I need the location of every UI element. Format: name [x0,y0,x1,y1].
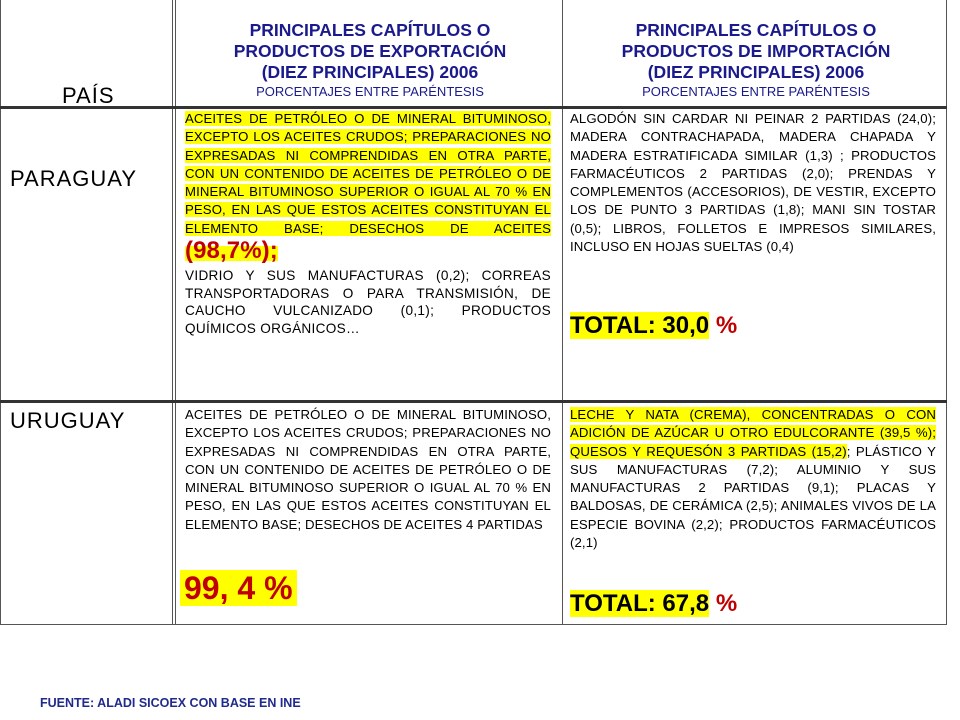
import-title-line-1: PRINCIPALES CAPÍTULOS O [635,20,877,40]
paraguay-imports-text: ALGODÓN SIN CARDAR NI PEINAR 2 PARTIDAS (24,0); MADERA CONTRACHAPADA, MADERA CHAPADA Y MADERA ESTRATIFICADA SIMILAR (1,3) ; PRODUCTOS FARMACÉUTICOS 2 PARTIDAS (2,0); PRENDAS Y COMPLEMENTOS (ACCESORIOS), DE VESTIR, EXCEPTO LOS DE PUNTO 3 PARTIDAS (1,8); MANI SIN TOSTAR (0,5); LIBROS, FOLLETOS E IMPRESOS SIMILARES, INCLUSO EN HOJAS SUELTAS (0,4) [570,111,936,255]
column-divider-1 [172,0,176,625]
paraguay-exports-percent: (98,7%); [185,237,278,265]
uruguay-imports-total-percent: % [715,590,738,617]
import-column-header [568,20,944,99]
source-note: FUENTE: ALADI SICOEX CON BASE EN INE [40,696,301,710]
country-column-header: PAÍS [62,83,115,108]
country-paraguay: PARAGUAY [10,166,137,191]
export-column-header [180,20,560,99]
uruguay-imports-rest: ; PLÁSTICO Y SUS MANUFACTURAS (7,2); ALUMINIO Y SUS MANUFACTURAS 2 PARTIDAS (9,1); PLACAS Y BALDOSAS, DE CERÁMICA (2,5); ANIMALES VIVOS DE LA ESPECIE BOVINA (2,2); PRODUCTOS FARMACÉUTICOS (2,1) [570,443,936,551]
uruguay-exports-text: ACEITES DE PETRÓLEO O DE MINERAL BITUMINOSO, EXCEPTO LOS ACEITES CRUDOS; PREPARACIONES NO EXPRESADAS NI COMPRENDIDAS EN OTRA PARTE, CON UN CONTENIDO DE ACEITES DE PETRÓLEO O DE MINERAL BITUMINOSO SUPERIOR O IGUAL AL 70 % EN PESO, EN LAS QUE ESTOS ACEITES CONSTITUYAN EL ELEMENTO BASE; DESECHOS DE ACEITES 4 PARTIDAS [185,407,551,532]
export-subtitle: PORCENTAJES ENTRE PARÉNTESIS [256,84,484,99]
table-border-bottom [0,624,947,625]
paraguay-imports-total-label: TOTAL: 30,0 [570,312,710,339]
row-divider [0,400,947,403]
uruguay-exports-total-value: 99, 4 % [180,570,297,606]
country-uruguay: URUGUAY [10,408,126,433]
paraguay-exports-rest: VIDRIO Y SUS MANUFACTURAS (0,2); CORREAS TRANSPORTADORAS O PARA TRANSMISIÓN, DE CAUCHO VULCANIZADO (0,1); PRODUCTOS QUÍMICOS ORGÁNICOS… [185,268,551,336]
uruguay-exports [185,406,551,534]
table-border-left [0,0,1,625]
export-title-line-1: PRINCIPALES CAPÍTULOS O [249,20,491,40]
export-title-line-2: PRODUCTOS DE EXPORTACIÓN [233,41,507,61]
uruguay-imports-total-label: TOTAL: 67,8 [570,590,710,617]
paraguay-imports-total [570,312,737,340]
export-title-line-3: (DIEZ PRINCIPALES) 2006 [261,62,479,82]
uruguay-imports-highlight: LECHE Y NATA (CREMA), CONCENTRADAS O CON ADICIÓN DE AZÚCAR U OTRO EDULCORANTE (39,5 %); QUESOS Y REQUESÓN 3 PARTIDAS (15,2) [570,407,936,459]
uruguay-imports-total [570,590,737,618]
import-title-line-3: (DIEZ PRINCIPALES) 2006 [647,62,865,82]
import-subtitle: PORCENTAJES ENTRE PARÉNTESIS [642,84,870,99]
paraguay-imports [570,110,936,256]
column-divider-2 [562,0,563,625]
uruguay-imports [570,406,936,552]
paraguay-exports-highlight: ACEITES DE PETRÓLEO O DE MINERAL BITUMINOSO, EXCEPTO LOS ACEITES CRUDOS; PREPARACIONES NO EXPRESADAS NI COMPRENDIDAS EN OTRA PARTE, CON UN CONTENIDO DE ACEITES DE PETRÓLEO O DE MINERAL BITUMINOSO SUPERIOR O IGUAL AL 70 % EN PESO, EN LAS QUE ESTOS ACEITES CONSTITUYAN EL ELEMENTO BASE; DESECHOS DE ACEITES (98,7%); [185,111,551,265]
paraguay-exports [185,110,551,337]
header-divider [0,106,947,109]
import-title-line-2: PRODUCTOS DE IMPORTACIÓN [621,41,891,61]
uruguay-exports-total [180,570,297,606]
table-border-right [946,0,947,625]
paraguay-imports-total-percent: % [715,312,738,339]
